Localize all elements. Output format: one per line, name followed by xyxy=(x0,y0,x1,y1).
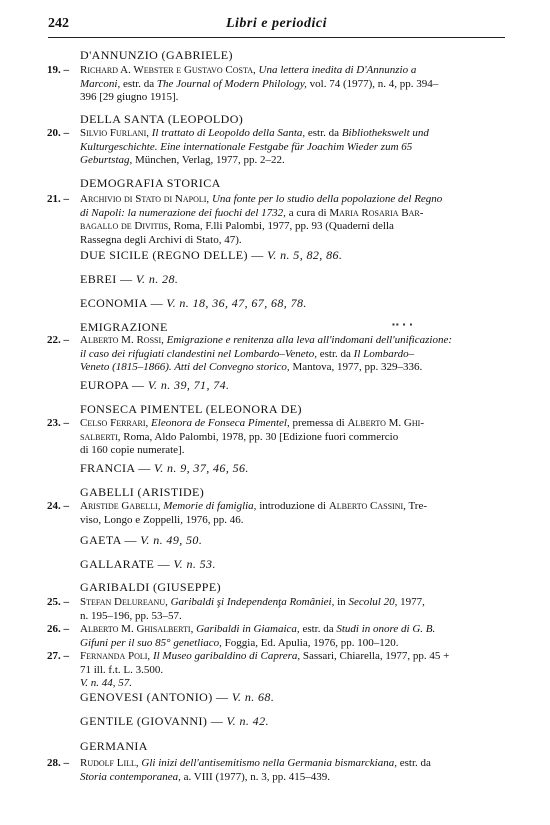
preface-intro: premessa di xyxy=(292,417,345,429)
author: Richard A. Webster e Gustavo Costa, xyxy=(80,64,256,76)
author: Aristide Gabelli, xyxy=(80,500,161,512)
xref-separator: — xyxy=(154,557,174,571)
title: Garibaldi şi Independenţa României, xyxy=(170,596,335,608)
author: Celso Ferrari, xyxy=(80,417,149,429)
author: Silvio Furlani, xyxy=(80,127,149,139)
place: Tre- xyxy=(408,500,427,512)
source-title: The Journal of Modern Philology, xyxy=(156,77,307,90)
source-intro: estr. da xyxy=(307,127,340,139)
section-heading-garibaldi: GARIBALDI (GIUSEPPE) xyxy=(80,580,221,594)
xref-economia xyxy=(80,296,307,311)
title-cont: il caso dei rifugiati clandestini nel Lombardo–Veneto, xyxy=(80,347,317,360)
title-cont: di Napoli: la numerazione dei fuochi del 1732, xyxy=(80,206,286,219)
source-details: Roma, F.lli Palombi, 1977, pp. 93 (Quaderni della xyxy=(173,220,394,233)
title: Emigrazione e renitenza alla leva all'indomani dell'unificazione: xyxy=(166,334,453,346)
source-intro: in xyxy=(337,596,346,608)
preface-author-cont: salberti, xyxy=(80,430,121,443)
section-heading-dannunzio: D'ANNUNZIO (GABRIELE) xyxy=(80,48,233,62)
ink-stamp-mark: ▪▪ ▪ ▪ xyxy=(392,320,414,329)
source-title-cont: Kulturgeschichte. Eine internationale Festgabe für Joachim Wieder zum 65 xyxy=(80,140,413,153)
title: Garibaldi in Giamaica, xyxy=(196,623,300,635)
entry-26 xyxy=(47,623,507,651)
xref-genovesi xyxy=(80,690,274,705)
source-details: Roma, Aldo Palombi, 1978, pp. 30 [Edizione fuori commercio xyxy=(123,430,399,443)
section-heading-emigrazione: EMIGRAZIONE xyxy=(80,320,168,334)
entry-28 xyxy=(47,757,507,785)
entry-line: di 160 copie numerate]. xyxy=(80,444,185,457)
source-title: Storia contemporanea, xyxy=(80,770,181,783)
xref-refs: V. n. 18, 36, 47, 67, 68, 78. xyxy=(166,296,307,310)
xref-heading: EUROPA xyxy=(80,378,129,392)
entry-25 xyxy=(47,596,507,624)
source-intro: estr. da xyxy=(319,347,351,360)
title: Eleonora de Fonseca Pimentel, xyxy=(151,417,290,429)
source-title: Secolul 20, xyxy=(348,596,398,608)
section-heading-fonseca: FONSECA PIMENTEL (ELEONORA DE) xyxy=(80,402,302,416)
entry-27 xyxy=(47,650,507,692)
entry-number: 22. – xyxy=(47,334,69,346)
entry-number: 26. – xyxy=(47,623,69,635)
source-details: vol. 74 (1977), n. 4, pp. 394– xyxy=(309,77,439,90)
intro-author: Alberto Cassini, xyxy=(328,500,406,512)
entry-number: 20. – xyxy=(47,127,69,139)
source-details: Mantova, 1977, pp. 329–336. xyxy=(292,361,423,374)
entry-21 xyxy=(47,193,507,249)
xref-europa xyxy=(80,378,229,393)
entry-20 xyxy=(47,127,507,169)
title: Memorie di famiglia, xyxy=(163,500,257,512)
xref-heading: GENTILE (GIOVANNI) xyxy=(80,714,208,728)
entry-number: 24. – xyxy=(47,500,69,512)
xref-separator: — xyxy=(247,248,268,262)
source-details: Foggia, Ed. Apulia, 1976, pp. 100–120. xyxy=(224,636,399,649)
entry-line: Rassegna degli Archivi di Stato, 47). xyxy=(80,233,242,246)
title: Il trattato di Leopoldo della Santa, xyxy=(151,127,306,139)
running-title: Libri e periodici xyxy=(225,16,328,31)
source-title-cont: Veneto (1815–1866). Atti del Convegno storico, xyxy=(80,361,290,374)
title-cont: Marconi, xyxy=(80,77,121,90)
section-heading-gabelli: GABELLI (ARISTIDE) xyxy=(80,485,205,499)
xref-separator: — xyxy=(147,296,167,310)
section-heading-demografia: DEMOGRAFIA STORICA xyxy=(80,176,221,190)
xref-ebrei xyxy=(80,272,178,287)
editor: Maria Rosaria Bar- xyxy=(329,206,424,219)
author: Archivio di Stato di Napoli, xyxy=(80,193,210,205)
title: Una fonte per lo studio della popolazione del Regno xyxy=(211,193,443,205)
source-title: Studi in onore di G. B. xyxy=(336,623,436,635)
xref-separator: — xyxy=(121,533,141,547)
author: Alberto M. Rossi, xyxy=(80,334,164,346)
editor-intro: a cura di xyxy=(288,206,327,219)
source-title: Bibliothekswelt und xyxy=(341,127,429,139)
xref-due-sicile xyxy=(80,248,342,263)
title: Una lettera inedita di D'Annunzio a xyxy=(258,64,417,76)
source-intro: estr. da xyxy=(399,757,431,769)
section-heading-della-santa: DELLA SANTA (LEOPOLDO) xyxy=(80,112,244,126)
source-intro: estr. da xyxy=(302,623,334,635)
entry-24 xyxy=(47,500,507,528)
entry-19 xyxy=(47,64,507,106)
xref-gaeta xyxy=(80,533,202,548)
entry-number: 27. – xyxy=(47,650,69,662)
xref-heading: FRANCIA xyxy=(80,461,135,475)
xref-refs: V. n. 5, 82, 86. xyxy=(267,248,343,262)
xref-refs: V. n. 28. xyxy=(135,272,179,286)
intro-label: introduzione di xyxy=(259,500,327,512)
entry-line: n. 195–196, pp. 53–57. xyxy=(80,609,182,622)
xref-heading: DUE SICILE (REGNO DELLE) xyxy=(80,248,248,262)
xref-heading: GENOVESI (ANTONIO) xyxy=(80,690,213,704)
xref-francia xyxy=(80,461,249,476)
xref-refs: V. n. 68. xyxy=(231,690,275,704)
entry-line: 71 ill. f.t. L. 3.500. xyxy=(80,663,164,676)
xref-heading: GAETA xyxy=(80,533,122,547)
xref-gentile xyxy=(80,714,269,729)
xref-heading: GALLARATE xyxy=(80,557,155,571)
editor-cont: bagallo de Divitiis, xyxy=(80,220,171,233)
xref-separator: — xyxy=(212,690,232,704)
xref-heading: EBREI xyxy=(80,272,117,286)
xref-separator: — xyxy=(134,461,155,475)
xref-refs: V. n. 39, 71, 74. xyxy=(147,378,230,392)
xref-separator: — xyxy=(128,378,148,392)
xref-refs: V. n. 9, 37, 46, 56. xyxy=(154,461,249,475)
entry-number: 23. – xyxy=(47,417,69,429)
entry-23 xyxy=(47,417,507,459)
source-intro: estr. da xyxy=(122,77,155,90)
author: Stefan Delureanu, xyxy=(80,596,168,608)
author: Fernanda Poli, xyxy=(80,650,151,662)
entry-22 xyxy=(47,334,507,376)
entry-number: 21. – xyxy=(47,193,69,205)
xref-refs: V. n. 53. xyxy=(173,557,216,571)
source-title-cont: Gifuni per il suo 85° genetliaco, xyxy=(80,636,222,649)
xref-heading: ECONOMIA xyxy=(80,296,148,310)
source-title-cont: Geburtstag, xyxy=(80,154,133,167)
year: 1977, xyxy=(400,596,425,608)
xref-separator: — xyxy=(116,272,136,286)
xref-separator: — xyxy=(207,714,227,728)
source-details: a. VIII (1977), n. 3, pp. 415–439. xyxy=(183,770,331,783)
entry-number: 19. – xyxy=(47,64,69,76)
xref-refs: V. n. 49, 50. xyxy=(140,533,203,547)
author: Alberto M. Ghisalberti, xyxy=(80,623,194,635)
entry-line: viso, Longo e Zoppelli, 1976, pp. 46. xyxy=(80,513,244,526)
title: Gli inizi dell'antisemitismo nella Germania bismarckiana, xyxy=(141,757,397,769)
source-details: München, Verlag, 1977, pp. 2–22. xyxy=(135,154,285,167)
source-title: Il Lombardo– xyxy=(353,347,415,360)
preface-author: Alberto M. Ghi- xyxy=(347,417,424,429)
entry-number: 28. – xyxy=(47,757,69,769)
title: Il Museo garibaldino di Caprera, xyxy=(152,650,301,662)
xref-refs: V. n. 42. xyxy=(226,714,269,728)
entry-xref: V. n. 44, 57. xyxy=(80,677,133,690)
running-header xyxy=(48,15,505,38)
source-details: Sassari, Chiarella, 1977, pp. 45 + xyxy=(302,650,450,662)
author: Rudolf Lill, xyxy=(80,757,139,769)
section-heading-germania: GERMANIA xyxy=(80,739,148,753)
page-number: 242 xyxy=(48,16,69,31)
xref-gallarate xyxy=(80,557,216,572)
entry-number: 25. – xyxy=(47,596,69,608)
entry-line: 396 [29 giugno 1915]. xyxy=(80,91,179,104)
